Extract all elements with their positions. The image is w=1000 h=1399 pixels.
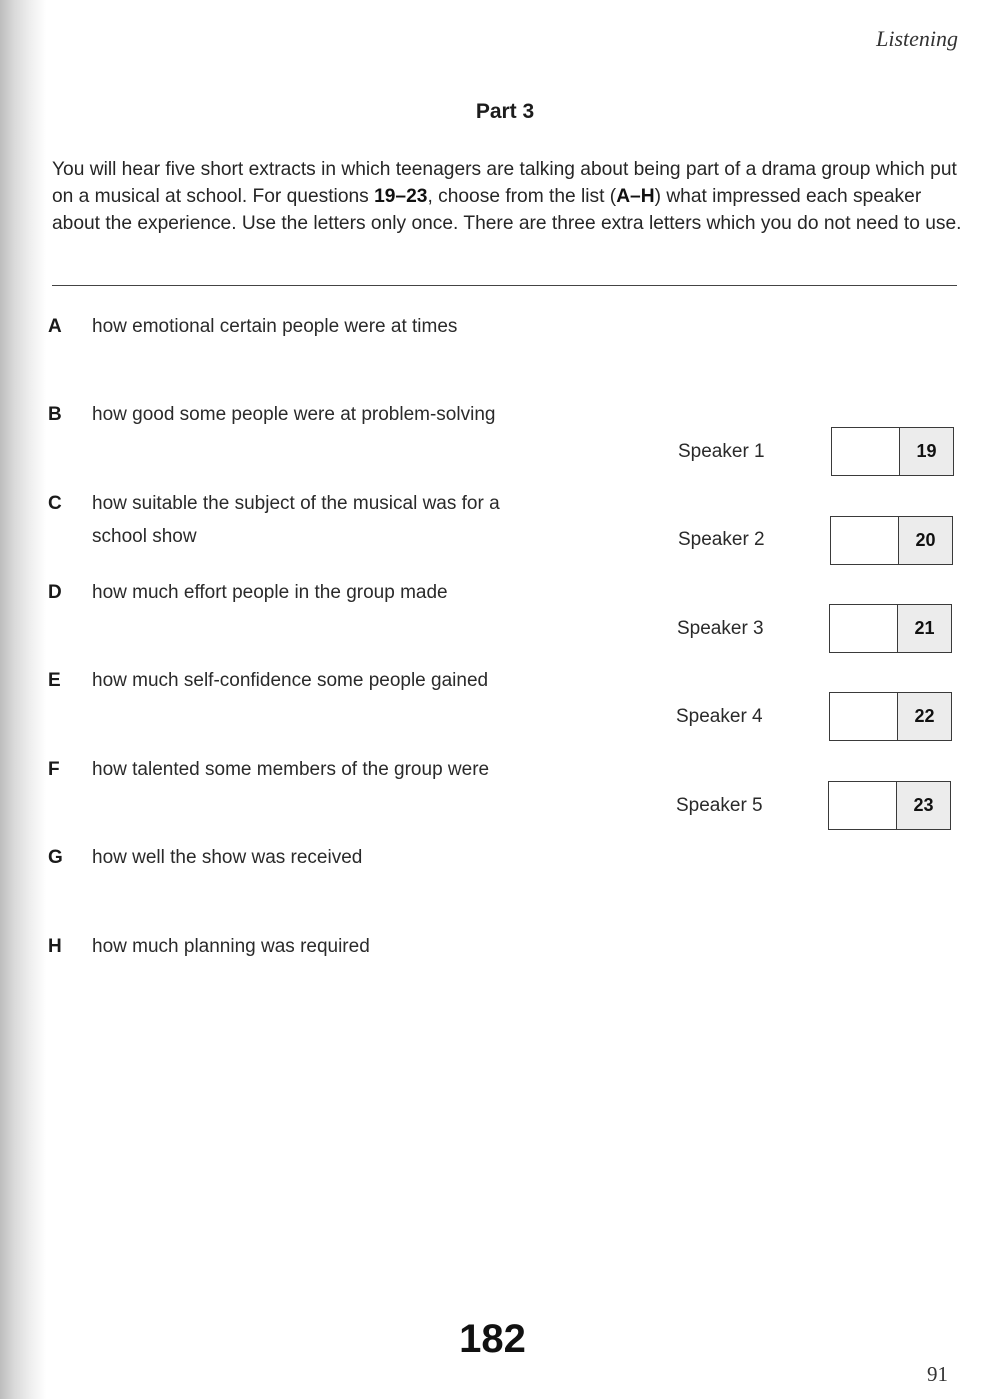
option-letter: E bbox=[48, 670, 61, 691]
answer-box-speaker-1 bbox=[831, 427, 954, 476]
instructions-text-1: You will hear five short extracts in which teenagers are talking about being part of a drama group which put on a musical at school. For questions bbox=[52, 159, 957, 207]
question-number-19: 19 bbox=[900, 428, 953, 475]
option-text: how talented some members of the group were bbox=[92, 759, 490, 780]
question-number-22: 22 bbox=[898, 693, 951, 740]
instructions-text-3: ) what impressed each speaker about the experience. Use the letters only once. There are three extra letters which you do not need to use. bbox=[52, 186, 962, 234]
option-text: how good some people were at problem-solving bbox=[92, 404, 496, 425]
instructions bbox=[52, 156, 962, 237]
question-number-23: 23 bbox=[897, 782, 950, 829]
option-letter: A bbox=[48, 316, 62, 337]
speaker-4-label: Speaker 4 bbox=[676, 706, 763, 727]
page-number: 91 bbox=[927, 1362, 948, 1386]
question-number-20: 20 bbox=[899, 517, 952, 564]
page-gutter-shadow bbox=[0, 0, 46, 1399]
answer-input-21[interactable] bbox=[830, 605, 898, 652]
option-text: how emotional certain people were at times bbox=[92, 316, 458, 337]
option-text: how much planning was required bbox=[92, 936, 370, 957]
option-text: how well the show was received bbox=[92, 847, 363, 868]
option-text: how much self-confidence some people gained bbox=[92, 670, 489, 691]
option-letter: G bbox=[48, 847, 63, 868]
option-letter: F bbox=[48, 759, 60, 780]
answer-input-19[interactable] bbox=[832, 428, 900, 475]
speaker-1-label: Speaker 1 bbox=[678, 441, 765, 462]
question-number-21: 21 bbox=[898, 605, 951, 652]
divider-rule bbox=[52, 285, 957, 286]
option-letter: B bbox=[48, 404, 62, 425]
page-code: 182 bbox=[459, 1317, 526, 1361]
answer-box-speaker-4 bbox=[829, 692, 952, 741]
option-text: how suitable the subject of the musical was for a school show bbox=[92, 493, 500, 547]
letter-range: A–H bbox=[616, 186, 655, 207]
section-label: Listening bbox=[876, 26, 958, 51]
answer-input-20[interactable] bbox=[831, 517, 899, 564]
instructions-text-2: , choose from the list ( bbox=[427, 186, 617, 207]
part-title: Part 3 bbox=[475, 100, 535, 123]
option-letter: D bbox=[48, 582, 62, 603]
option-letter: H bbox=[48, 936, 62, 957]
answer-box-speaker-3 bbox=[829, 604, 952, 653]
answer-input-23[interactable] bbox=[829, 782, 897, 829]
answer-box-speaker-2 bbox=[830, 516, 953, 565]
option-letter: C bbox=[48, 493, 62, 514]
speaker-2-label: Speaker 2 bbox=[678, 529, 765, 550]
option-text: how much effort people in the group made bbox=[92, 582, 448, 603]
speaker-3-label: Speaker 3 bbox=[677, 618, 764, 639]
speaker-5-label: Speaker 5 bbox=[676, 795, 763, 816]
answer-input-22[interactable] bbox=[830, 693, 898, 740]
question-range: 19–23 bbox=[374, 186, 428, 207]
answer-box-speaker-5 bbox=[828, 781, 951, 830]
